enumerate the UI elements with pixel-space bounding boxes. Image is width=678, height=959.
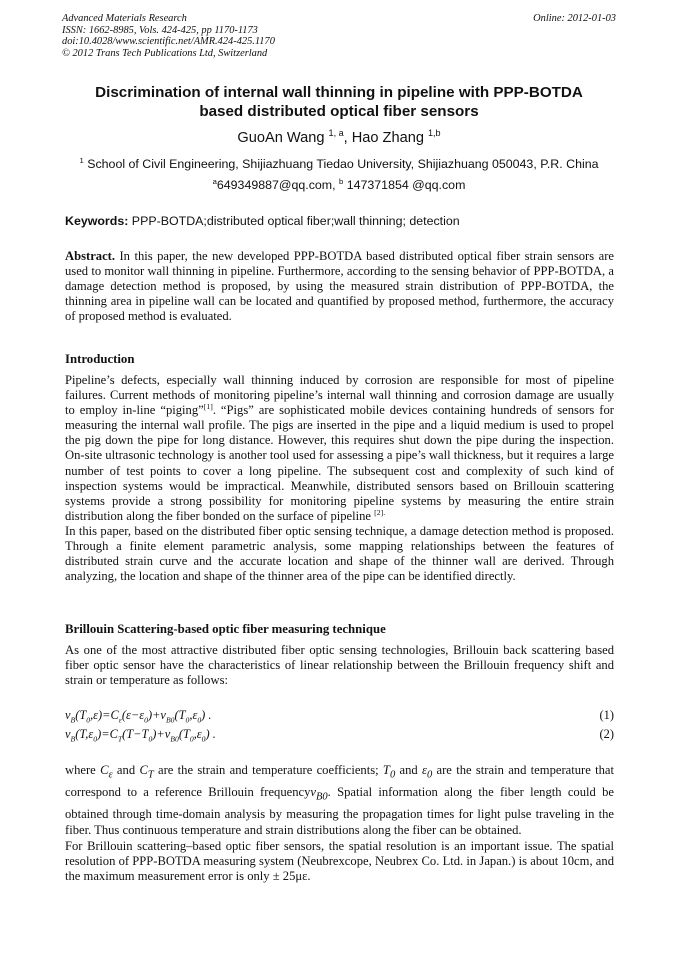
online-date: Online: 2012-01-03 bbox=[533, 13, 616, 24]
publication-header bbox=[62, 13, 616, 59]
journal-name: Advanced Materials Research bbox=[62, 13, 187, 24]
text-run: Pipeline’s defects, especially wall thinning induced by corrosion are responsible for most of pipeline failures. Current methods of monitoring pipeline’s internal wall thinning and corrosion damage are usually to employ in-line “piging” bbox=[65, 373, 614, 418]
email-mark: b bbox=[339, 176, 344, 186]
equation-expression: $\nu_B(T_0,\varepsilon)=C_\varepsilon(\varepsilon-\varepsilon_0)+\nu_{B0}(T_0,\varepsilon_0)$ . bbox=[65, 708, 212, 725]
math-symbol: $C_\varepsilon$ bbox=[100, 763, 113, 781]
equation-number: (2) bbox=[599, 727, 614, 741]
email-mark: a bbox=[212, 176, 217, 186]
math-symbol: $C_T$ bbox=[139, 763, 154, 781]
keywords-text: PPP-BOTDA;distributed optical fiber;wall thinning; detection bbox=[128, 214, 460, 228]
author-emails bbox=[0, 178, 678, 192]
text-run: . “Pigs” are sophisticated mobile devices containing hundreds of sensors for measuring the internal wall profile. The pigs are inserted in the pipe and a liquid medium is used to propel the pig down the pipe for long distance. However, this requires shut down the pipe during the inspection. On-site ultrasonic technology is another tool used for assessing a pipe’s wall thickness, but it requires a large number of test points to cover a long pipeline. The subsequent cost and complexity of such kind of inspection systems would be impractical. Meanwhile, distributed sensors based on Brillouin scattering systems provide a strong possibility for monitoring pipeline systems by measuring the entire strain distribution along the fiber bonded on the surface of pipeline bbox=[65, 403, 614, 523]
keywords bbox=[65, 214, 460, 228]
brillouin-body-continued bbox=[65, 762, 614, 884]
equation-2 bbox=[65, 727, 614, 743]
equation-number: (1) bbox=[599, 708, 614, 722]
text-run: . Spatial information along the fiber length could be obtained through time-domain analysis by measuring the propagation times for light pulse traveling in the fiber. Thus continuous temperature and strain distributions along the fiber can be obtained. bbox=[65, 784, 614, 838]
author-name: Hao Zhang bbox=[351, 130, 424, 146]
paragraph: In this paper, based on the distributed fiber optic sensing technique, a damage detection method is proposed. Through a finite element parametric analysis, some mapping relationships between the features of distributed strain curve and the accurate location and shape of the thinner wall are derived. Through analyzing, the location and shape of the thinner area of the pipe can be identified directly. bbox=[65, 523, 614, 584]
author-affiliation-mark: 1,b bbox=[428, 128, 441, 139]
paragraph: For Brillouin scattering–based optic fiber sensors, the spatial resolution is an important issue. The spatial resolution of PPP-BOTDA measuring system (Neubrexcope, Neubrex Co. Ltd. in Japan.) is about 10cm, and the maximum measurement error is only ± 25με. bbox=[65, 838, 614, 883]
introduction-body bbox=[65, 373, 614, 584]
paragraph bbox=[65, 373, 614, 524]
author-affiliation-mark: 1, a bbox=[328, 128, 344, 139]
brillouin-body bbox=[65, 643, 614, 688]
author-name: GuoAn Wang bbox=[237, 130, 325, 146]
abstract-label: Abstract. bbox=[65, 249, 116, 263]
email-address: 147371854 @qq.com bbox=[343, 178, 466, 192]
title-line-2: based distributed optical fiber sensors bbox=[199, 103, 479, 120]
text-run: and bbox=[112, 763, 140, 777]
citation: [2]. bbox=[374, 507, 386, 517]
email-address: 649349887@qq.com, bbox=[216, 178, 339, 192]
title-line-1: Discrimination of internal wall thinning in pipeline with PPP-BOTDA bbox=[95, 84, 583, 101]
math-symbol: $\varepsilon_0$ bbox=[422, 763, 433, 781]
affiliation bbox=[0, 157, 678, 171]
author-list bbox=[0, 130, 678, 146]
text-run: where bbox=[65, 763, 101, 777]
citation: [1] bbox=[203, 402, 213, 411]
text-run: are the strain and temperature that correspond to a reference Brillouin frequency bbox=[65, 763, 615, 799]
author-separator: , bbox=[343, 130, 352, 146]
affiliation-mark: 1 bbox=[79, 155, 84, 165]
doi-line: doi:10.4028/www.scientific.net/AMR.424-425.1170 bbox=[62, 36, 275, 48]
text-run: are the strain and temperature coefficients; bbox=[153, 763, 383, 777]
paragraph: As one of the most attractive distributed fiber optic sensing technologies, Brillouin back scattering based fiber optic sensor have the characteristics of linear relationship between the Brillouin frequency shift and strain or temperature as follows: bbox=[65, 643, 614, 688]
section-heading: Brillouin Scattering-based optic fiber measuring technique bbox=[65, 622, 386, 636]
section-heading: Introduction bbox=[65, 352, 135, 366]
text-run: and bbox=[395, 763, 422, 777]
paper-title bbox=[40, 83, 638, 121]
math-symbol: $T_0$ bbox=[382, 763, 396, 781]
keywords-label: Keywords: bbox=[65, 214, 129, 228]
equation-expression: $\nu_B(T,\varepsilon_0)=C_T(T-T_0)+\nu_{B0}(T_0,\varepsilon_0)$ . bbox=[65, 727, 216, 744]
issn-line: ISSN: 1662-8985, Vols. 424-425, pp 1170-1173 bbox=[62, 24, 258, 36]
copyright-line: © 2012 Trans Tech Publications Ltd, Switzerland bbox=[62, 47, 268, 59]
abstract bbox=[65, 249, 614, 324]
affiliation-text: School of Civil Engineering, Shijiazhuang Tiedao University, Shijiazhuang 050043, P.R. China bbox=[87, 157, 599, 171]
paragraph bbox=[65, 762, 614, 839]
math-symbol: $\nu_{B0}$ bbox=[310, 784, 328, 803]
equation-1 bbox=[65, 708, 614, 724]
abstract-text: In this paper, the new developed PPP-BOTDA based distributed optical fiber strain sensors are used to monitor wall thinning in pipeline. Furthermore, according to the sensing behavior of PPP-BOTDA, a damage detection method is proposed, by using the measured strain distribution of PPP-BOTDA, the thinning area in pipeline wall can be located and quantified by proposed method, furthermore, the accuracy of proposed method is evaluated. bbox=[65, 249, 614, 324]
